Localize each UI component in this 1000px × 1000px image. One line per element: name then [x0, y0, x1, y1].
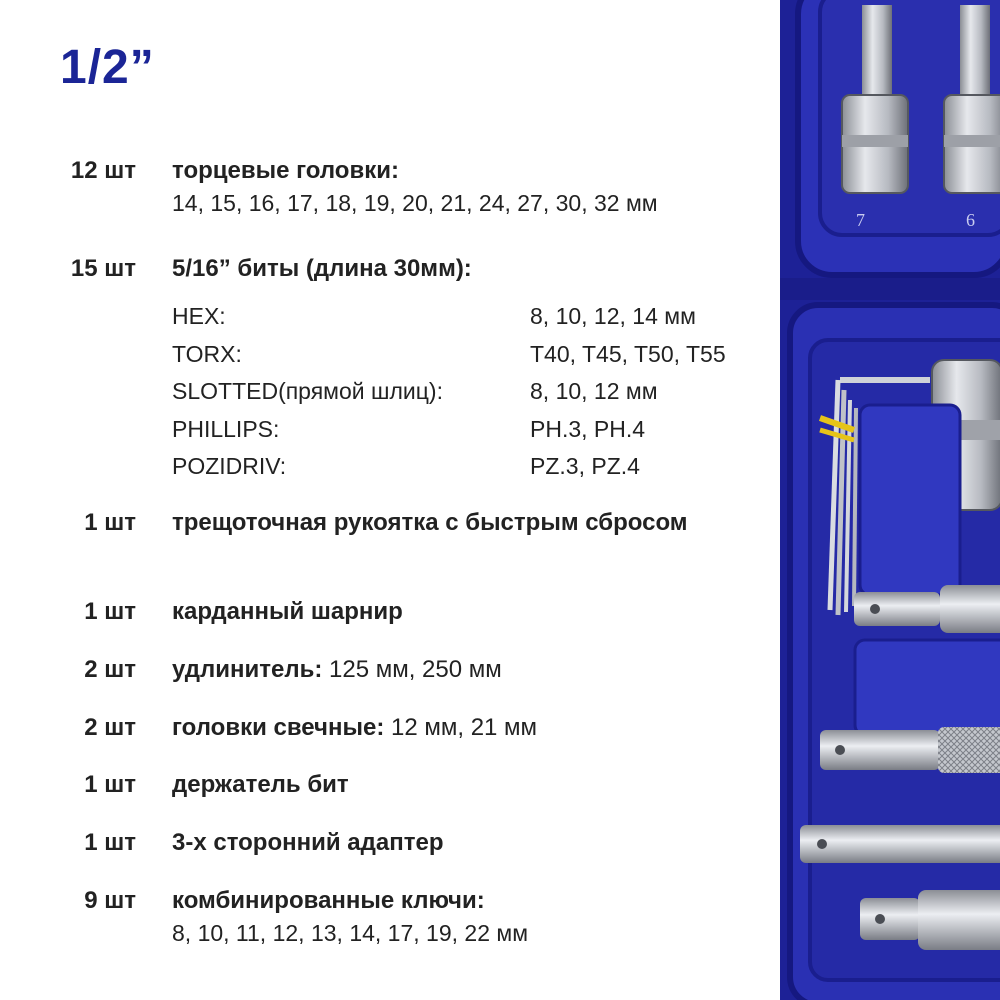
- bit-type: HEX:: [172, 303, 226, 329]
- bits-row: [172, 373, 772, 411]
- item-label: держатель бит: [172, 771, 349, 798]
- socket-number-label: 6: [966, 210, 975, 230]
- bit-type: SLOTTED(прямой шлиц):: [172, 378, 443, 404]
- item-sizes: 14, 15, 16, 17, 18, 19, 20, 21, 24, 27, 30, 32 мм: [172, 190, 658, 216]
- item-description: [172, 713, 742, 743]
- tool-case-photo: [780, 0, 1000, 1000]
- item-quantity: 1 шт: [84, 509, 136, 536]
- socket-number-label: 7: [856, 210, 865, 230]
- item-quantity: 12 шт: [70, 157, 136, 184]
- bit-type: POZIDRIV:: [172, 453, 287, 479]
- item-quantity: 15 шт: [70, 255, 136, 282]
- extension-bar-icon: [800, 825, 1000, 863]
- bits-table: [172, 298, 772, 486]
- item-label: карданный шарнир: [172, 598, 403, 625]
- bit-values: T40, T45, T50, T55: [530, 340, 726, 367]
- bits-row: [172, 298, 772, 336]
- item-quantity: 2 шт: [84, 656, 136, 683]
- item-label: 5/16” биты (длина 30мм):: [172, 255, 472, 282]
- bit-type: PHILLIPS:: [172, 415, 280, 442]
- bit-values: PZ.3, PZ.4: [530, 453, 640, 479]
- item-quantity: 1 шт: [84, 598, 136, 625]
- item-quantity: 1 шт: [84, 771, 136, 798]
- item-description: [172, 254, 742, 284]
- item-quantity: 9 шт: [84, 887, 136, 914]
- item-detail: 12 мм, 21 мм: [384, 714, 538, 741]
- item-description: [172, 156, 742, 220]
- item-description: [172, 655, 742, 685]
- bit-values: 8, 10, 12 мм: [530, 378, 658, 404]
- item-label: торцевые головки:: [172, 157, 399, 184]
- item-detail: 125 мм, 250 мм: [322, 656, 502, 683]
- extension-bar-icon: [820, 727, 1000, 773]
- bit-values: 8, 10, 12, 14 мм: [530, 303, 696, 329]
- item-label: головки свечные:: [172, 714, 385, 741]
- item-quantity: 1 шт: [84, 829, 136, 856]
- bits-row: [172, 448, 772, 486]
- page-title: 1/2”: [60, 41, 155, 94]
- item-description: [172, 886, 742, 950]
- item-label: 3-х сторонний адаптер: [172, 829, 444, 856]
- item-label: удлинитель:: [172, 656, 323, 683]
- extension-bar-icon: [854, 585, 1000, 633]
- item-sizes: 8, 10, 11, 12, 13, 14, 17, 19, 22 мм: [172, 920, 529, 946]
- bit-values: PH.3, PH.4: [530, 415, 646, 442]
- bit-type: TORX:: [172, 340, 242, 367]
- item-label: трещоточная рукоятка с быстрым сбросом: [172, 509, 688, 536]
- item-quantity: 2 шт: [84, 714, 136, 741]
- item-label: комбинированные ключи:: [172, 887, 485, 914]
- bits-row: [172, 411, 772, 449]
- bits-row: [172, 336, 772, 374]
